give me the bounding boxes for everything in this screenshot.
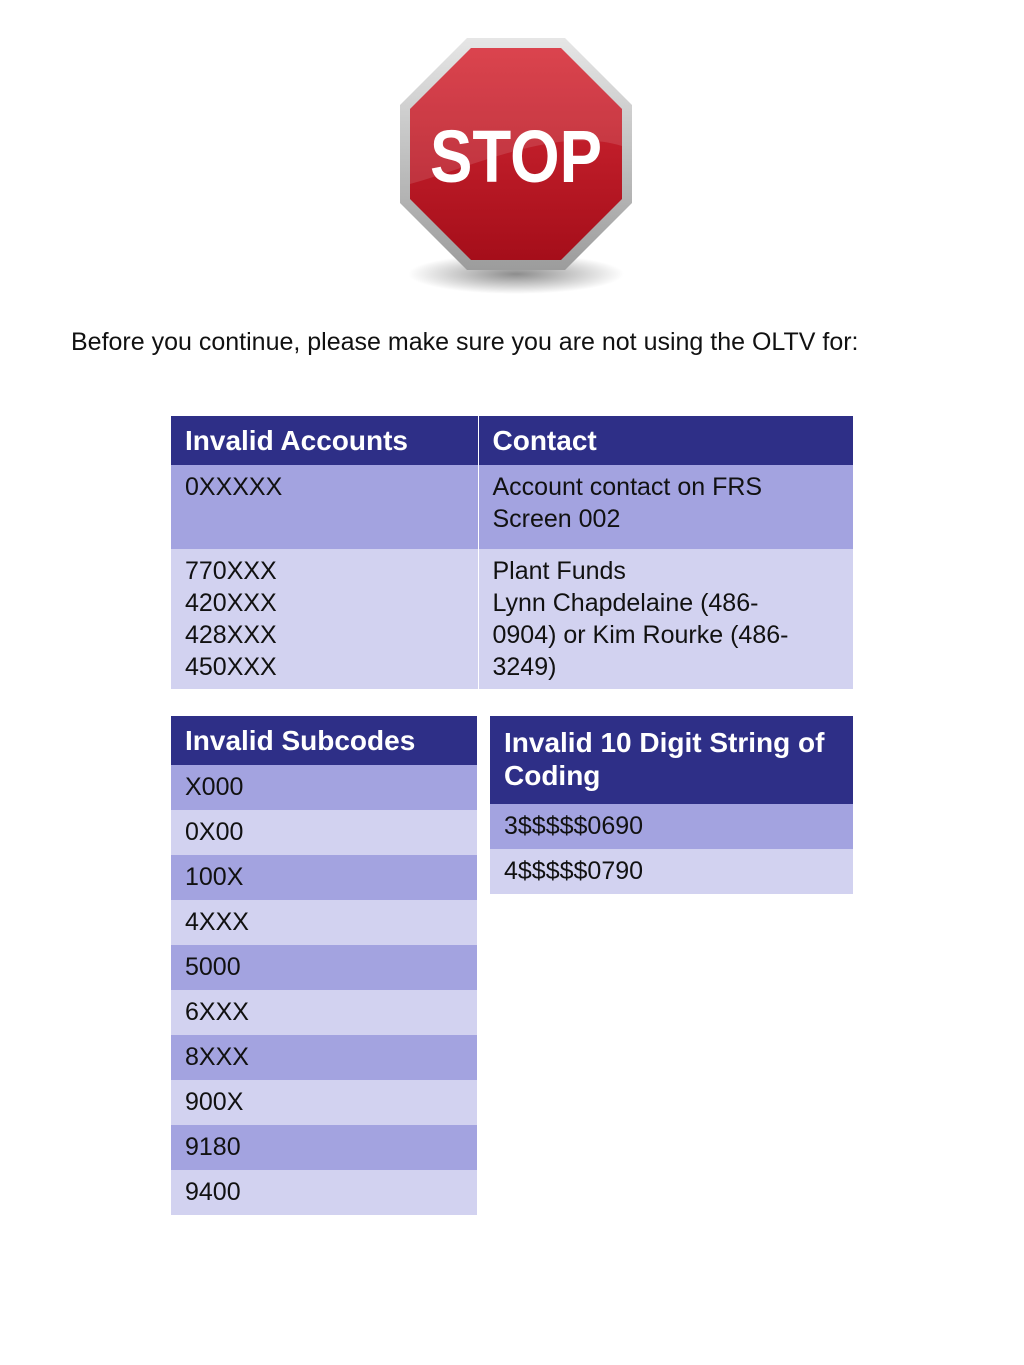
invalid-subcodes-header: Invalid Subcodes bbox=[171, 716, 477, 765]
subcode-cell: 100X bbox=[171, 855, 477, 900]
table-row bbox=[171, 465, 853, 549]
intro-text: Before you continue, please make sure you are not using the OLTV for: bbox=[71, 328, 859, 356]
stop-sign-text: STOP bbox=[430, 115, 602, 198]
invalid-digit-string-header: Invalid 10 Digit String of Coding bbox=[490, 716, 853, 804]
stop-sign-icon bbox=[396, 34, 636, 296]
subcode-cell: 900X bbox=[171, 1080, 477, 1125]
contact-line: 0904) or Kim Rourke (486- bbox=[492, 621, 789, 649]
table-row bbox=[171, 1125, 477, 1170]
table-header-row bbox=[171, 416, 853, 465]
accounts-cell bbox=[171, 465, 478, 549]
table-row bbox=[171, 549, 853, 689]
digit-string-cell: 4$$$$$0790 bbox=[490, 849, 853, 894]
contact-line: Account contact on FRS bbox=[492, 473, 763, 501]
contact-header: Contact bbox=[478, 416, 853, 465]
subcode-cell: 9400 bbox=[171, 1170, 477, 1215]
accounts-cell bbox=[171, 549, 478, 689]
subcode-cell: 5000 bbox=[171, 945, 477, 990]
invalid-digit-string-table bbox=[490, 716, 853, 894]
table-row bbox=[171, 900, 477, 945]
subcode-cell: X000 bbox=[171, 765, 477, 810]
table-row bbox=[171, 1080, 477, 1125]
subcode-cell: 6XXX bbox=[171, 990, 477, 1035]
account-code: 420XXX bbox=[185, 589, 277, 617]
invalid-accounts-header: Invalid Accounts bbox=[171, 416, 478, 465]
table-row bbox=[171, 990, 477, 1035]
contact-cell bbox=[478, 549, 853, 689]
contact-cell bbox=[478, 465, 853, 549]
subcode-cell: 8XXX bbox=[171, 1035, 477, 1080]
subcode-cell: 4XXX bbox=[171, 900, 477, 945]
invalid-accounts-table bbox=[171, 416, 853, 689]
contact-line: 3249) bbox=[492, 653, 557, 681]
table-row bbox=[490, 849, 853, 894]
invalid-subcodes-table bbox=[171, 716, 477, 1215]
account-code: 450XXX bbox=[185, 653, 277, 681]
table-header-row bbox=[490, 716, 853, 804]
table-row bbox=[490, 804, 853, 849]
subcode-cell: 9180 bbox=[171, 1125, 477, 1170]
table-row bbox=[171, 765, 477, 810]
contact-line: Plant Funds bbox=[492, 557, 626, 585]
digit-string-cell: 3$$$$$0690 bbox=[490, 804, 853, 849]
table-row bbox=[171, 1035, 477, 1080]
table-row bbox=[171, 810, 477, 855]
table-row bbox=[171, 945, 477, 990]
contact-line: Lynn Chapdelaine (486- bbox=[492, 589, 759, 617]
table-row bbox=[171, 855, 477, 900]
account-code: 0XXXXX bbox=[185, 473, 283, 501]
table-row bbox=[171, 1170, 477, 1215]
account-code: 428XXX bbox=[185, 621, 277, 649]
account-code: 770XXX bbox=[185, 557, 277, 585]
subcode-cell: 0X00 bbox=[171, 810, 477, 855]
table-header-row bbox=[171, 716, 477, 765]
contact-line: Screen 002 bbox=[492, 505, 621, 533]
